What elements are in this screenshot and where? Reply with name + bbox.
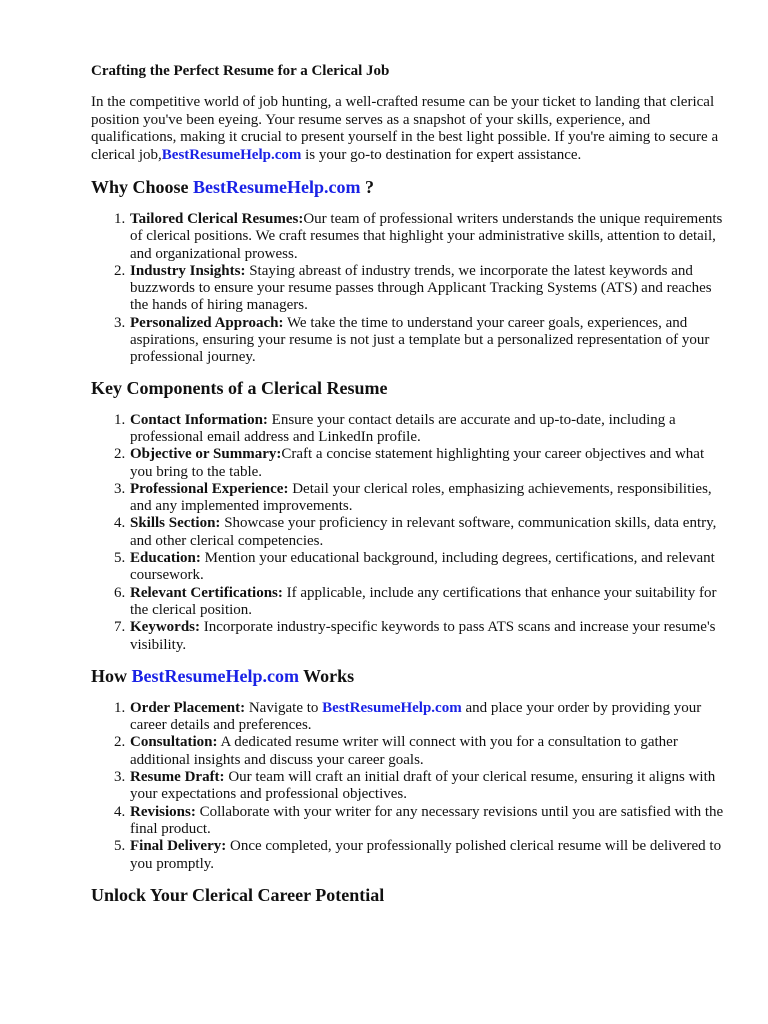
list-item xyxy=(129,211,725,263)
list-item xyxy=(129,550,725,585)
item-label: Industry Insights: xyxy=(130,262,246,279)
item-text: Navigate to xyxy=(245,699,323,716)
item-text: Our team of professional writers understands the unique requirements of clerical positions. We craft resumes that highlight your administrative skills, attention to detail, and organizational prowess. xyxy=(130,211,723,262)
list-item xyxy=(129,315,725,367)
item-text: Detail your clerical roles, emphasizing achievements, responsibilities, and any implemented improvements. xyxy=(130,480,712,515)
document-title: Crafting the Perfect Resume for a Clerical Job xyxy=(91,63,390,79)
heading-link[interactable]: BestResumeHelp.com xyxy=(131,665,299,686)
item-label: Skills Section: xyxy=(130,515,221,532)
item-text: Once completed, your professionally polished clerical resume will be delivered to you promptly. xyxy=(130,838,722,872)
intro-text-end: is your go-to destination for expert assistance. xyxy=(301,146,582,163)
unlock-heading: Unlock Your Clerical Career Potential xyxy=(91,884,385,905)
item-text: Our team will craft an initial draft of your clerical resume, ensuring it aligns with your expectations and professional objectives. xyxy=(130,769,716,803)
intro-paragraph xyxy=(91,94,725,164)
heading-text: How xyxy=(91,665,132,686)
list-item xyxy=(129,585,725,620)
item-text: Craft a concise statement highlighting your career objectives and what you bring to the table. xyxy=(130,446,705,480)
list-item xyxy=(129,515,725,550)
intro-link[interactable]: BestResumeHelp.com xyxy=(161,146,302,163)
item-label: Final Delivery: xyxy=(130,838,227,855)
list-item xyxy=(129,769,725,804)
item-label: Keywords: xyxy=(130,619,200,636)
item-label: Consultation: xyxy=(130,734,218,751)
item-text: Staying abreast of industry trends, we incorporate the latest keywords and buzzwords to ensure your resume passes through Applicant Tracking Systems (ATS) and reaches the hands of hiring managers. xyxy=(130,262,712,314)
heading-link[interactable]: BestResumeHelp.com xyxy=(193,177,361,197)
list-item xyxy=(129,412,725,447)
item-label: Objective or Summary: xyxy=(130,446,282,463)
item-text: A dedicated resume writer will connect with you for a consultation to gather additional insights and discuss your career goals. xyxy=(130,734,678,768)
document-page xyxy=(91,62,725,906)
list-item xyxy=(129,481,725,516)
item-label: Tailored Clerical Resumes: xyxy=(130,211,304,227)
item-link[interactable]: BestResumeHelp.com xyxy=(322,699,462,716)
heading-text: ? xyxy=(360,177,374,197)
item-text: We take the time to understand your career goals, experiences, and aspirations, ensuring your resume is not just a template but a personalized representation of your professional journey. xyxy=(130,314,710,366)
item-label: Professional Experience: xyxy=(130,480,289,497)
list-item xyxy=(129,700,725,735)
heading-text: Why Choose xyxy=(91,177,194,197)
item-label: Relevant Certifications: xyxy=(130,584,283,601)
list-item xyxy=(129,263,725,315)
item-text-end: and place your order by providing your career details and preferences. xyxy=(130,699,702,734)
intro-text: In the competitive world of job hunting, a well-crafted resume can be your ticket to landing that clerical position you've been eyeing. Your resume serves as a snapshot of your skills, experience, and qualifications, making it crucial to present yourself in the best light possible. If you're aiming to secure a clerical job, xyxy=(91,94,719,163)
item-label: Education: xyxy=(130,550,201,567)
item-label: Contact Information: xyxy=(130,411,268,428)
list-item xyxy=(129,734,725,769)
how-it-works-list xyxy=(91,700,725,873)
list-item xyxy=(129,619,725,654)
item-label: Revisions: xyxy=(130,803,196,820)
item-label: Resume Draft: xyxy=(130,769,225,786)
item-text: Mention your educational background, including degrees, certifications, and relevant coursework. xyxy=(130,550,715,584)
item-text: Ensure your contact details are accurate and up-to-date, including a professional email address and LinkedIn profile. xyxy=(130,411,676,445)
heading-text: Works xyxy=(298,665,355,686)
key-components-heading: Key Components of a Clerical Resume xyxy=(91,377,388,398)
key-components-list xyxy=(91,412,725,654)
item-text: Showcase your proficiency in relevant software, communication skills, data entry, and other clerical competencies. xyxy=(130,515,717,549)
item-label: Personalized Approach: xyxy=(130,314,284,331)
list-item xyxy=(129,446,725,481)
list-item xyxy=(129,838,725,873)
how-it-works-heading xyxy=(91,665,725,687)
item-text: Incorporate industry-specific keywords to pass ATS scans and increase your resume's visibility. xyxy=(130,619,716,653)
item-text: If applicable, include any certifications that enhance your suitability for the clerical position. xyxy=(130,584,717,618)
why-choose-heading xyxy=(91,176,725,198)
list-item xyxy=(129,804,725,839)
why-choose-list xyxy=(91,211,725,367)
item-label: Order Placement: xyxy=(130,699,246,716)
item-text: Collaborate with your writer for any necessary revisions until you are satisfied with the final product. xyxy=(130,803,724,837)
